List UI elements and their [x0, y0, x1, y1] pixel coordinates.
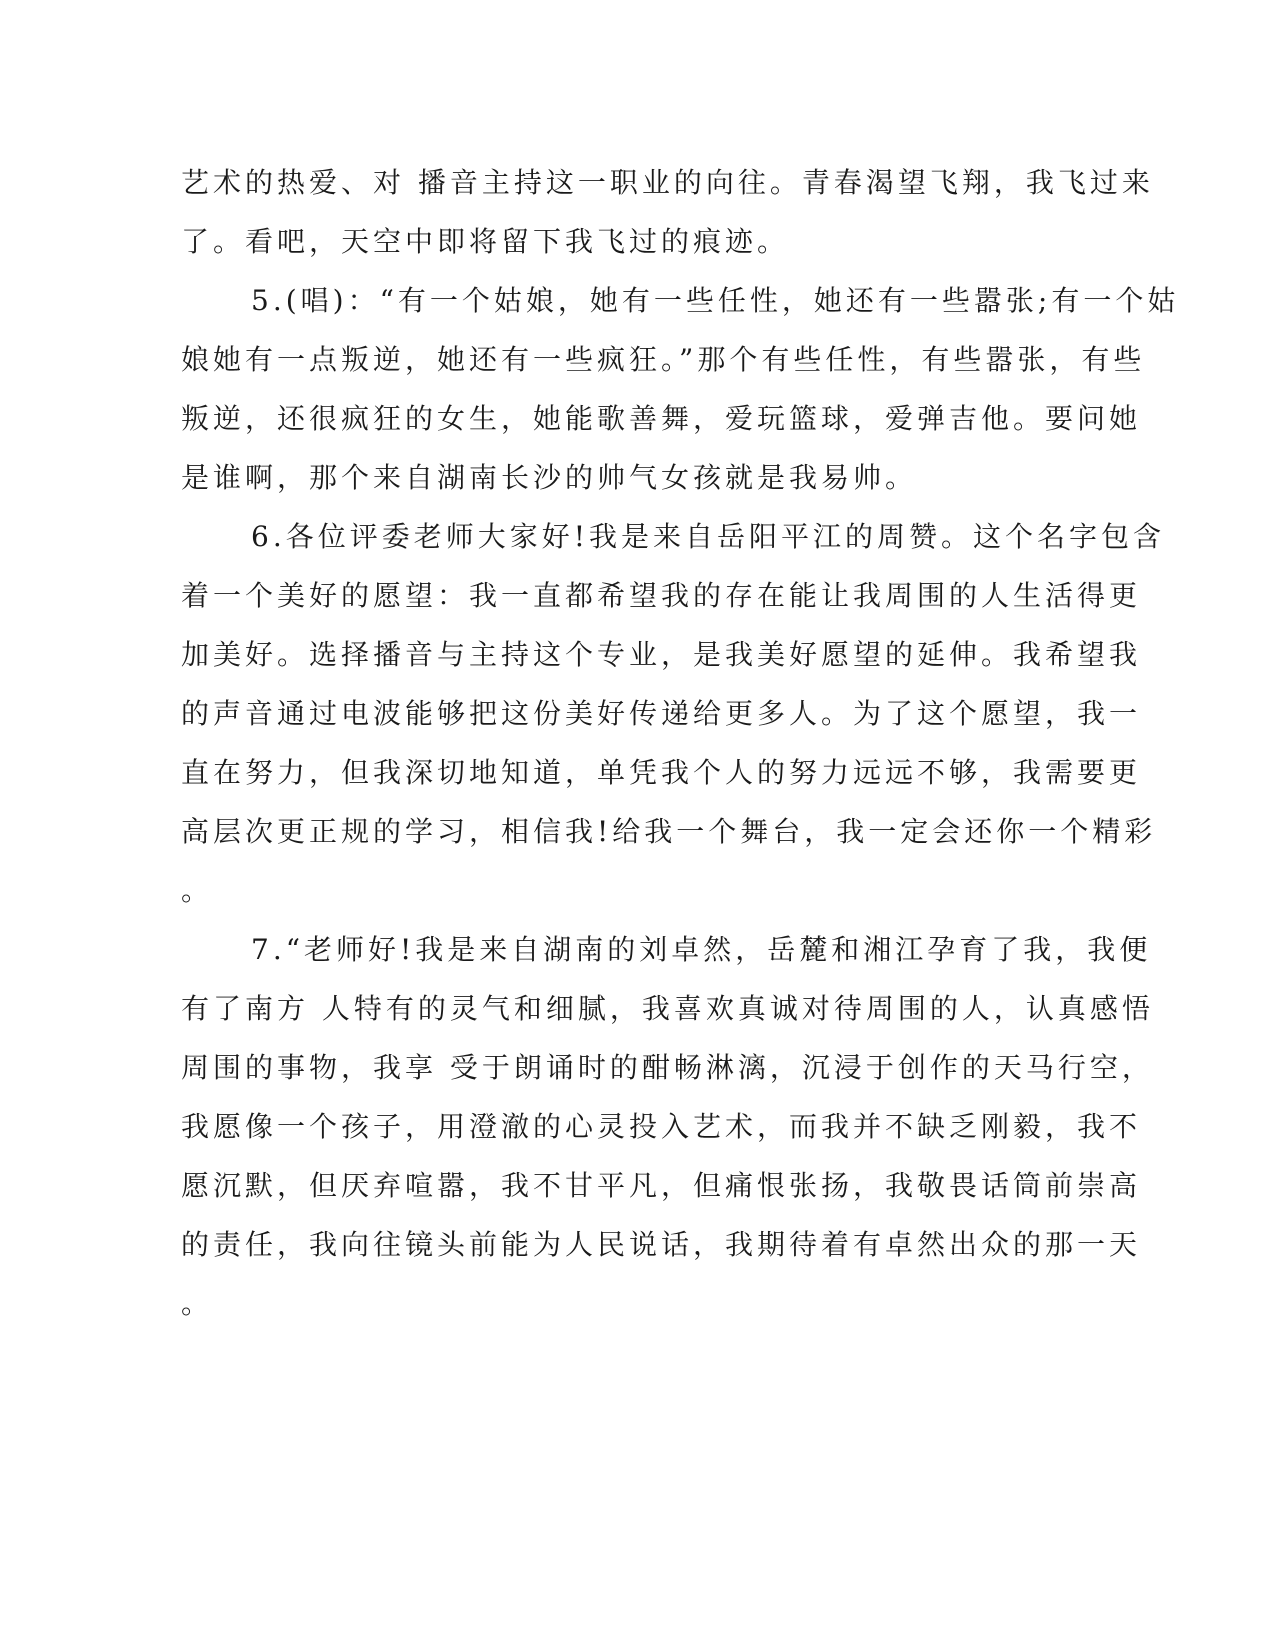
text-line: 叛逆，还很疯狂的女生，她能歌善舞，爱玩篮球，爱弹吉他。要问她 [181, 402, 1142, 435]
text-line: 周围的事物，我享 受于朗诵时的酣畅淋漓，沉浸于创作的天马行空， [181, 1051, 1154, 1084]
paragraph-start-line: 5.(唱)：“有一个姑娘，她有一些任性，她还有一些嚣张;有一个姑 [251, 284, 1180, 317]
text-line: 的声音通过电波能够把这份美好传递给更多人。为了这个愿望，我一 [181, 697, 1142, 730]
text-line: 。 [181, 1287, 214, 1320]
document-body [181, 153, 1180, 1333]
text-line: 我愿像一个孩子，用澄澈的心灵投入艺术，而我并不缺乏刚毅，我不 [181, 1110, 1142, 1143]
text-line: 是谁啊，那个来自湖南长沙的帅气女孩就是我易帅。 [181, 461, 918, 494]
text-line: 了。看吧，天空中即将留下我飞过的痕迹。 [181, 225, 790, 258]
text-line: 的责任，我向往镜头前能为人民说话，我期待着有卓然出众的那一天 [181, 1228, 1142, 1261]
text-line: 着一个美好的愿望：我一直都希望我的存在能让我周围的人生活得更 [181, 579, 1142, 612]
text-line: 直在努力，但我深切地知道，单凭我个人的努力远远不够，我需要更 [181, 756, 1142, 789]
paragraph-start-line: 6.各位评委老师大家好!我是来自岳阳平江的周赞。这个名字包含 [251, 520, 1165, 553]
text-line: 愿沉默，但厌弃喧嚣，我不甘平凡，但痛恨张扬，我敬畏话筒前崇高 [181, 1169, 1142, 1202]
text-line: 高层次更正规的学习，相信我!给我一个舞台，我一定会还你一个精彩 [181, 815, 1157, 848]
text-line: 。 [181, 874, 214, 907]
text-line: 娘她有一点叛逆，她还有一些疯狂。”那个有些任性，有些嚣张，有些 [181, 343, 1146, 376]
paragraph-start-line: 7.“老师好!我是来自湖南的刘卓然，岳麓和湘江孕育了我，我便 [251, 933, 1152, 966]
text-line: 加美好。选择播音与主持这个专业，是我美好愿望的延伸。我希望我 [181, 638, 1142, 671]
text-line: 艺术的热爱、对 播音主持这一职业的向往。青春渴望飞翔，我飞过来 [181, 166, 1154, 199]
text-line: 有了南方 人特有的灵气和细腻，我喜欢真诚对待周围的人，认真感悟 [181, 992, 1154, 1025]
